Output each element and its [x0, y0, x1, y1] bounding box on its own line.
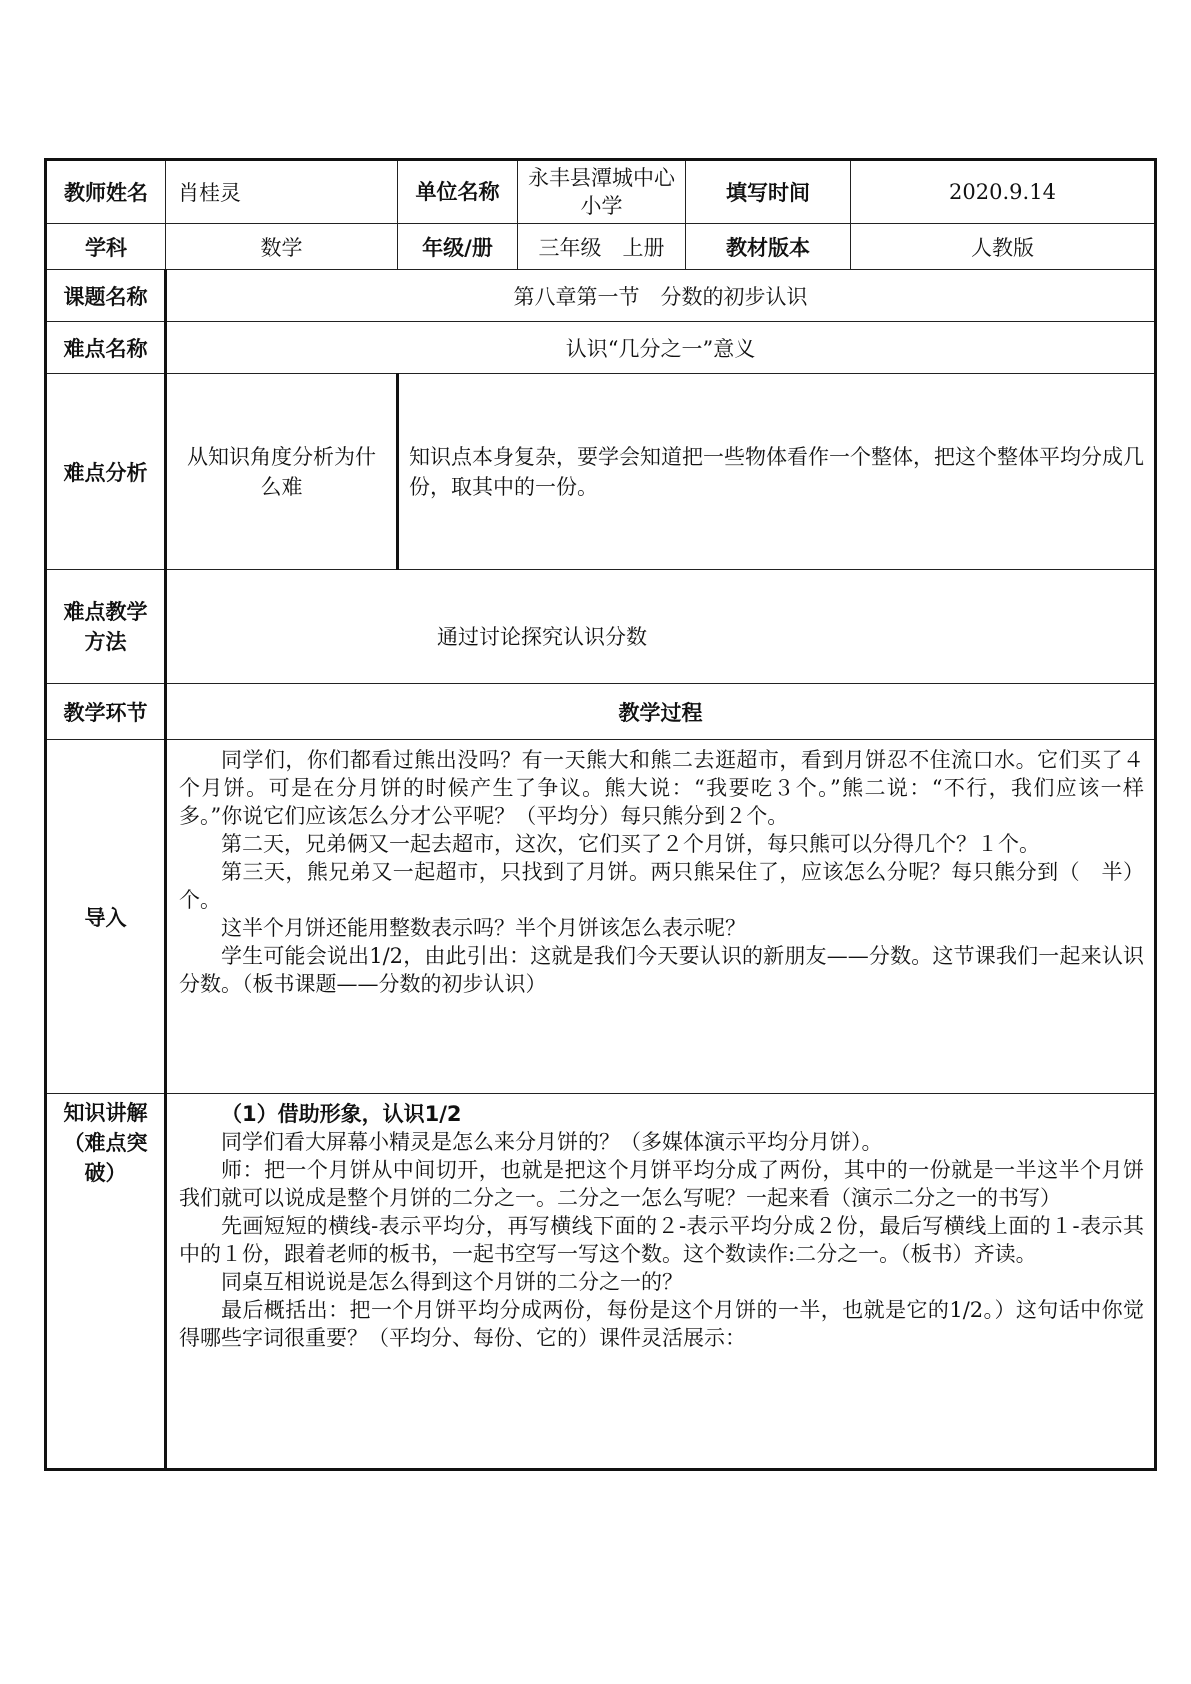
- intro-paragraph: 同学们，你们都看过熊出没吗？有一天熊大和熊二去逛超市，看到月饼忍不住流口水。它们买了４个月饼。可是在分月饼的时候产生了争议。熊大说：“我要吃３个。”熊二说：“不行，我们应该一样多。”你说它们应该怎么分才公平呢？（平均分）每只熊分到２个。: [179, 748, 1144, 828]
- difficulty-label: 难点名称: [46, 322, 166, 374]
- process-header-label: 教学环节: [46, 684, 166, 740]
- knowledge-paragraph: 最后概括出：把一个月饼平均分成两份，每份是这个月饼的一半，也就是它的1/2。）这句话中你觉得哪些字词很重要？（平均分、每份、它的）课件灵活展示：: [179, 1298, 1144, 1350]
- difficulty-value: 认识“几分之一”意义: [166, 322, 1156, 374]
- knowledge-heading: （1）借助形象，认识1/2: [221, 1102, 462, 1126]
- knowledge-body: [166, 1094, 1156, 1470]
- knowledge-paragraph: 师：把一个月饼从中间切开，也就是把这个月饼平均分成了两份，其中的一份就是一半这半个月饼我们就可以说成是整个月饼的二分之一。二分之一怎么写呢？一起来看（演示二分之一的书写）: [179, 1158, 1144, 1210]
- teacher-label: 教师姓名: [46, 160, 166, 224]
- edition-label: 教材版本: [686, 224, 851, 270]
- analysis-sub-label: 从知识角度分析为什么难: [166, 374, 398, 570]
- analysis-value: 知识点本身复杂，要学会知道把一些物体看作一个整体，把这个整体平均分成几份，取其中的一份。: [398, 374, 1156, 570]
- intro-label: 导入: [46, 740, 166, 1094]
- knowledge-paragraph: 同学们看大屏幕小精灵是怎么来分月饼的？（多媒体演示平均分月饼）。: [221, 1130, 883, 1154]
- lesson-plan-table: [44, 158, 1157, 1471]
- date-label: 填写时间: [686, 160, 851, 224]
- lesson-plan-sheet: [44, 158, 1154, 1471]
- knowledge-label: 知识讲解（难点突破）: [46, 1094, 166, 1470]
- process-header-value: 教学过程: [166, 684, 1156, 740]
- intro-paragraph: 学生可能会说出1/2，由此引出：这就是我们今天要认识的新朋友——分数。这节课我们一起来认识分数。（板书课题——分数的初步认识）: [179, 944, 1144, 996]
- intro-paragraph: 第二天，兄弟俩又一起去超市，这次，它们买了２个月饼，每只熊可以分得几个？１个。: [221, 832, 1040, 856]
- method-value: 通过讨论探究认识分数: [166, 570, 1156, 684]
- intro-body: [166, 740, 1156, 1094]
- intro-paragraph: 第三天，熊兄弟又一起超市，只找到了月饼。两只熊呆住了，应该怎么分呢？每只熊分到（ 半）个。: [179, 860, 1144, 912]
- subject-label: 学科: [46, 224, 166, 270]
- topic-value: 第八章第一节 分数的初步认识: [166, 270, 1156, 322]
- unit-label: 单位名称: [398, 160, 518, 224]
- grade-value: 三年级 上册: [518, 224, 686, 270]
- unit-value: 永丰县潭城中心小学: [518, 160, 686, 224]
- analysis-label: 难点分析: [46, 374, 166, 570]
- knowledge-paragraph: 同桌互相说说是怎么得到这个月饼的二分之一的？: [221, 1270, 683, 1294]
- knowledge-paragraph: 先画短短的横线-表示平均分，再写横线下面的２-表示平均分成２份，最后写横线上面的１-表示其中的１份，跟着老师的板书，一起书空写一写这个数。这个数读作:二分之一。（板书）齐读。: [179, 1214, 1144, 1266]
- teacher-value: 肖桂灵: [166, 160, 398, 224]
- date-value: 2020.9.14: [851, 160, 1156, 224]
- edition-value: 人教版: [851, 224, 1156, 270]
- intro-paragraph: 这半个月饼还能用整数表示吗？半个月饼该怎么表示呢？: [221, 916, 746, 940]
- method-label: 难点教学方法: [46, 570, 166, 684]
- subject-value: 数学: [166, 224, 398, 270]
- grade-label: 年级/册: [398, 224, 518, 270]
- topic-label: 课题名称: [46, 270, 166, 322]
